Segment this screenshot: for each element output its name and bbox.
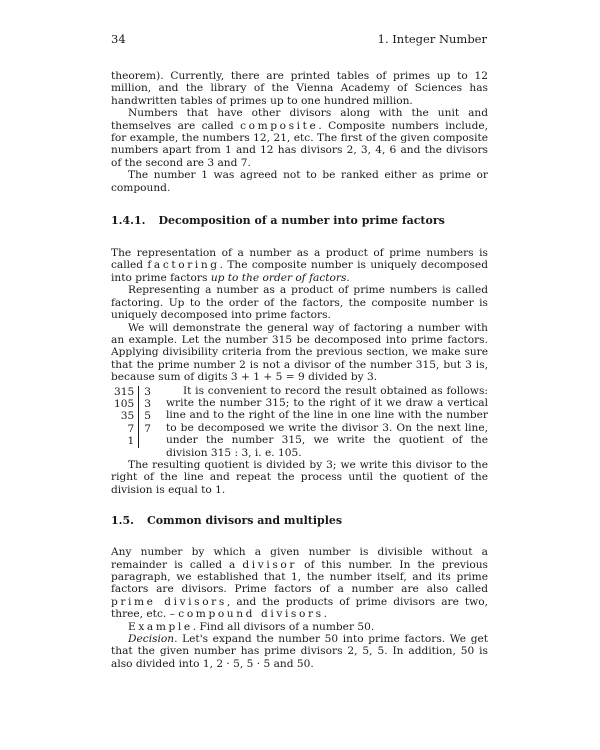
text-run: . The composite number is uniquely decomposed into prime factors bbox=[111, 259, 488, 284]
divisor-cell: 7 bbox=[144, 422, 151, 435]
dividend-cell: 315 bbox=[111, 386, 139, 398]
emphasis-spaced: prime divisors bbox=[111, 595, 227, 608]
text-run: . Composite numbers include, for example, the numbers 12, 21, etc. The first of the given composite numbers apart from 1 and 12 has divisors 2, 3, 4, 6 and the divisors of the second are 3 and 7. bbox=[111, 119, 488, 169]
emphasis-italic: up to the order of factors bbox=[210, 271, 347, 284]
page-body bbox=[111, 70, 488, 670]
paragraph-example-315: We will demonstrate the general way of factoring a number with an example. Let the number 315 be decomposed into prime factors. Applying divisibility criteria from the previous section, we make sure that the prime number 2 is not a divisor of the number 315, but 3 is, because sum of digits 3 + 1 + 5 = 9 divided by 3. bbox=[111, 321, 488, 384]
emphasis-spaced: compound divisors bbox=[178, 608, 324, 621]
dividend-cell: 1 bbox=[111, 435, 139, 447]
factorization-row bbox=[111, 398, 154, 410]
divisor-cell: 5 bbox=[144, 410, 151, 423]
running-header bbox=[111, 32, 487, 46]
dividend-cell: 35 bbox=[111, 410, 139, 422]
text-run: , and the products of prime divisors are two, three, etc. – bbox=[111, 595, 488, 621]
emphasis-spaced: composite bbox=[240, 119, 319, 132]
section-title: Common divisors and multiples bbox=[146, 514, 343, 528]
paragraph-divisor-definition bbox=[111, 546, 488, 620]
emphasis-italic: Decision bbox=[128, 633, 175, 646]
factorization-row bbox=[111, 410, 154, 422]
emphasis-spaced: Example bbox=[128, 620, 193, 633]
paragraph-example-50 bbox=[111, 621, 488, 633]
factorization-block bbox=[111, 385, 488, 459]
section-number: 1.4.1. bbox=[111, 214, 146, 228]
text-run: . bbox=[346, 271, 350, 284]
paragraph-quotient: The resulting quotient is divided by 3; we write this divisor to the right of the line and repeat the process until the quotient of the division is equal to 1. bbox=[111, 458, 488, 496]
factorization-row bbox=[111, 423, 154, 435]
paragraph-primes-tables: theorem). Currently, there are printed tables of primes up to 12 million, and the library of the Vienna Academy of Sciences has handwritten tables of primes up to one hundred million. bbox=[111, 70, 488, 107]
text-run: of this number. In the previous paragraph, we established that 1, the number itself, and its prime factors are divisors. Prime factors of a number are also called bbox=[111, 558, 488, 596]
section-heading-1-4-1 bbox=[111, 214, 488, 228]
text-run: Any number by which a given number is divisible without a remainder is called a bbox=[111, 546, 488, 571]
paragraph-composite bbox=[111, 107, 488, 169]
section-number: 1.5. bbox=[111, 514, 134, 528]
emphasis-spaced: factoring bbox=[147, 259, 220, 272]
divisor-cell bbox=[139, 435, 154, 447]
section-title: Decomposition of a number into prime factors bbox=[158, 214, 445, 228]
text-run: . Find all divisors of a number 50. bbox=[192, 620, 375, 633]
paragraph-number-one: The number 1 was agreed not to be ranked either as prime or compound. bbox=[111, 169, 488, 194]
text-run: . Let's expand the number 50 into prime factors. We get that the given number has prime divisors 2, 5, 5. In addition, 50 is also divided into 1, 2 · 5, 5 · 5 and 50. bbox=[111, 633, 488, 670]
dividend-cell: 105 bbox=[111, 398, 139, 410]
chapter-title: 1. Integer Number bbox=[377, 32, 487, 46]
divisor-cell: 3 bbox=[144, 385, 151, 398]
paragraph-recording-method: It is convenient to record the result obtained as follows: write the number 315; to the right of it we draw a vertical line and to the right of the line in one line with the number to be decomposed we write the divisor 3. On the next line, under the number 315, we write the quotient of the division 315 : 3, i. e. 105. bbox=[165, 384, 488, 459]
divisor-cell: 3 bbox=[144, 397, 151, 410]
text-run: The representation of a number as a product of prime numbers is called bbox=[111, 247, 488, 272]
paragraph-decision bbox=[111, 633, 488, 670]
page-number: 34 bbox=[111, 32, 126, 46]
text-run: Numbers that have other divisors along with the unit and themselves are called bbox=[111, 107, 488, 132]
emphasis-spaced: divisor bbox=[242, 558, 298, 571]
factorization-row bbox=[111, 386, 154, 398]
paragraph-factoring-repeat: Representing a number as a product of prime numbers is called factoring. Up to the order of the factors, the composite number is uniquely decomposed into prime factors. bbox=[111, 284, 488, 322]
text-run: . bbox=[323, 608, 328, 621]
paragraph-factoring-definition bbox=[111, 247, 488, 284]
factorization-row bbox=[111, 435, 154, 447]
dividend-cell: 7 bbox=[111, 423, 139, 435]
section-heading-1-5 bbox=[111, 514, 488, 528]
factorization-table bbox=[111, 386, 154, 448]
